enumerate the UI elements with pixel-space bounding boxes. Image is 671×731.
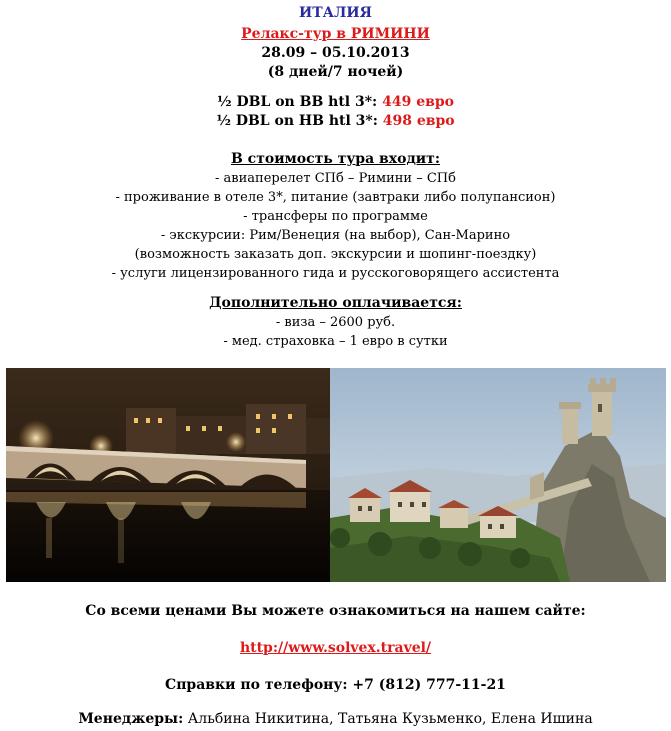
list-item: - трансферы по программе — [243, 209, 428, 224]
managers-line — [0, 710, 671, 729]
san-marino-fortress-image — [330, 368, 666, 582]
tour-dates: 28.09 – 05.10.2013 — [261, 45, 410, 61]
extra-title: Дополнительно оплачивается: — [209, 295, 462, 311]
managers-label: Менеджеры: — [78, 711, 184, 727]
country-title: ИТАЛИЯ — [298, 5, 372, 21]
included-section — [0, 150, 671, 283]
tour-header — [0, 4, 671, 82]
list-item: (возможность заказать доп. экскурсии и шопинг-поездку) — [134, 247, 537, 262]
price-value: 498 евро — [382, 113, 455, 129]
list-item: - экскурсии: Рим/Венеция (на выбор), Сан-Марино — [160, 228, 511, 243]
price-label: ½ DBL on BB htl 3*: — [217, 94, 383, 110]
rimini-bridge-photo — [6, 368, 330, 582]
price-list — [0, 93, 671, 131]
managers-names: Альбина Никитина, Татьяна Кузьменко, Елена Ишина — [183, 711, 593, 727]
tour-duration: (8 дней/7 ночей) — [267, 64, 404, 80]
list-item: - услуги лицензированного гида и русскоговорящего ассистента — [111, 266, 560, 281]
price-row-hb — [0, 112, 671, 131]
prices-note: Со всеми ценами Вы можете ознакомиться на нашем сайте: — [85, 603, 586, 619]
site-line — [0, 639, 671, 658]
phone-info: Справки по телефону: +7 (812) 777-11-21 — [165, 677, 506, 693]
photo-strip — [6, 368, 666, 582]
price-row-bb — [0, 93, 671, 112]
price-value: 449 евро — [382, 94, 454, 110]
website-link[interactable]: http://www.solvex.travel/ — [239, 640, 432, 656]
san-marino-photo — [330, 368, 666, 582]
included-title: В стоимость тура входит: — [230, 151, 441, 167]
list-item: - авиаперелет СПб – Римини – СПб — [215, 171, 456, 186]
list-item: - проживание в отеле 3*, питание (завтраки либо полупансион) — [115, 190, 556, 205]
extra-section — [0, 294, 671, 351]
list-item: - виза – 2600 руб. — [275, 315, 396, 330]
price-label: ½ DBL on HB htl 3*: — [216, 113, 383, 129]
tour-title-link[interactable]: Релакс-тур в РИМИНИ — [241, 26, 430, 42]
bridge-night-image — [6, 368, 330, 582]
list-item: - мед. страховка – 1 евро в сутки — [223, 334, 448, 349]
